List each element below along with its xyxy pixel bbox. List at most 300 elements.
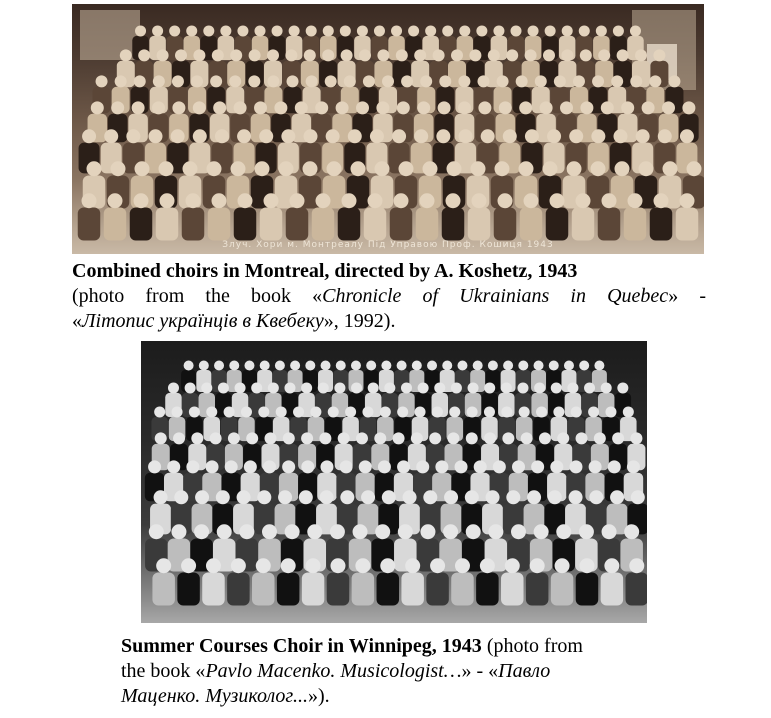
choir-member-head bbox=[380, 558, 395, 573]
choir-member-head bbox=[403, 490, 417, 504]
choir-member-head bbox=[251, 382, 262, 393]
choir-member-head bbox=[149, 524, 164, 539]
choir-member-head bbox=[601, 101, 614, 114]
choir-member-head bbox=[415, 406, 426, 417]
choir-member-head bbox=[573, 75, 585, 87]
choir-member-head bbox=[206, 406, 217, 417]
choir-member-head bbox=[237, 490, 251, 504]
choir-member-head bbox=[278, 490, 292, 504]
choir-member-body bbox=[227, 573, 250, 606]
choir-member-head bbox=[476, 25, 487, 36]
caption-source-suffix: » - bbox=[668, 285, 706, 307]
choir-member-head bbox=[154, 490, 168, 504]
choir-member-head bbox=[517, 382, 528, 393]
montreal-choir-crowd bbox=[72, 4, 704, 254]
montreal-choir-photo bbox=[72, 4, 704, 254]
choir-member-head bbox=[325, 75, 337, 87]
choir-member-head bbox=[167, 460, 180, 473]
choir-member-head bbox=[433, 49, 445, 61]
choir-member-head bbox=[615, 161, 630, 176]
choir-member-head bbox=[614, 129, 628, 143]
choir-member-head bbox=[549, 361, 559, 371]
choir-member-body bbox=[364, 208, 387, 241]
choir-member-head bbox=[234, 101, 247, 114]
choir-member-head bbox=[148, 460, 161, 473]
choir-member-head bbox=[401, 382, 412, 393]
choir-member-head bbox=[420, 193, 435, 208]
choir-member-head bbox=[569, 460, 582, 473]
choir-member-head bbox=[111, 161, 126, 176]
choir-member-head bbox=[340, 25, 351, 36]
choir-member-head bbox=[580, 49, 592, 61]
book-title-english: Chronicle of Ukrainians in Quebec bbox=[322, 285, 669, 307]
caption-source-prefix-2: the book « bbox=[121, 660, 206, 682]
choir-member-head bbox=[405, 558, 420, 573]
choir-member-head bbox=[381, 361, 391, 371]
choir-member-body bbox=[476, 573, 499, 606]
choir-member-head bbox=[135, 161, 150, 176]
choir-member-head bbox=[281, 558, 296, 573]
choir-member-head bbox=[444, 490, 458, 504]
choir-member-head bbox=[216, 490, 230, 504]
choir-member-head bbox=[336, 361, 346, 371]
choir-member-body bbox=[626, 573, 647, 606]
choir-member-head bbox=[592, 75, 604, 87]
choir-member-head bbox=[623, 406, 634, 417]
choir-member-head bbox=[594, 432, 606, 444]
winnipeg-choir-photo bbox=[141, 341, 647, 623]
choir-member-body bbox=[338, 208, 361, 241]
choir-member-head bbox=[630, 75, 642, 87]
choir-member-head bbox=[306, 25, 317, 36]
choir-member-head bbox=[134, 193, 149, 208]
choir-member-head bbox=[602, 193, 617, 208]
choir-member-head bbox=[91, 101, 104, 114]
choir-member-head bbox=[356, 101, 369, 114]
winnipeg-caption bbox=[121, 634, 701, 709]
choir-member-head bbox=[193, 101, 206, 114]
choir-member-body bbox=[416, 208, 439, 241]
choir-member-head bbox=[175, 49, 187, 61]
choir-member-head bbox=[397, 460, 410, 473]
choir-member-head bbox=[120, 49, 132, 61]
choir-member-head bbox=[235, 382, 246, 393]
choir-member-body bbox=[260, 208, 283, 241]
choir-member-head bbox=[229, 75, 241, 87]
choir-member-head bbox=[290, 361, 300, 371]
choir-member-head bbox=[220, 25, 231, 36]
choir-member-head bbox=[435, 460, 448, 473]
choir-member-body bbox=[377, 573, 400, 606]
choir-member-head bbox=[543, 49, 555, 61]
choir-member-head bbox=[525, 129, 539, 143]
choir-member-head bbox=[571, 406, 582, 417]
choir-member-head bbox=[474, 460, 487, 473]
choir-member-head bbox=[418, 382, 429, 393]
choir-member-head bbox=[248, 75, 260, 87]
choir-member-head bbox=[289, 25, 300, 36]
choir-member-head bbox=[556, 524, 571, 539]
choir-member-head bbox=[505, 558, 520, 573]
caption-source-mid: » - « bbox=[461, 660, 499, 682]
choir-member-head bbox=[628, 193, 643, 208]
choir-member-head bbox=[374, 25, 385, 36]
choir-member-head bbox=[82, 193, 97, 208]
choir-member-head bbox=[511, 25, 522, 36]
choir-member-head bbox=[207, 161, 222, 176]
choir-member-head bbox=[408, 25, 419, 36]
choir-member-head bbox=[398, 524, 413, 539]
choir-member-head bbox=[272, 25, 283, 36]
choir-member-body bbox=[546, 208, 569, 241]
choir-member-head bbox=[393, 432, 405, 444]
choir-member-head bbox=[214, 361, 224, 371]
choir-member-head bbox=[256, 558, 271, 573]
choir-member-head bbox=[172, 406, 183, 417]
choir-member-body bbox=[401, 573, 424, 606]
choir-member-head bbox=[213, 101, 226, 114]
choir-member-head bbox=[108, 193, 123, 208]
choir-member-head bbox=[399, 161, 414, 176]
choir-member-head bbox=[263, 460, 276, 473]
choir-member-head bbox=[237, 25, 248, 36]
choir-member-head bbox=[501, 382, 512, 393]
choir-member-head bbox=[191, 432, 203, 444]
choir-member-head bbox=[527, 490, 541, 504]
choir-member-head bbox=[484, 432, 496, 444]
choir-member-head bbox=[524, 193, 539, 208]
choir-member-head bbox=[579, 558, 594, 573]
choir-member-body bbox=[442, 208, 465, 241]
choir-member-head bbox=[569, 490, 583, 504]
choir-member-head bbox=[567, 382, 578, 393]
choir-member-body bbox=[152, 573, 175, 606]
choir-member-body bbox=[177, 573, 200, 606]
choir-member-head bbox=[159, 161, 174, 176]
choir-member-head bbox=[493, 460, 506, 473]
choir-member-head bbox=[427, 361, 437, 371]
choir-member-head bbox=[539, 432, 551, 444]
choir-member-body bbox=[494, 208, 517, 241]
choir-member-head bbox=[301, 460, 314, 473]
choir-member-head bbox=[285, 49, 297, 61]
choir-member-head bbox=[530, 558, 545, 573]
book-title-ukrainian-part1: Павло bbox=[498, 660, 551, 682]
choir-member-head bbox=[344, 75, 356, 87]
choir-member-head bbox=[601, 382, 612, 393]
choir-member-head bbox=[591, 161, 606, 176]
choir-member-head bbox=[536, 406, 547, 417]
choir-member-head bbox=[377, 49, 389, 61]
choir-member-head bbox=[363, 75, 375, 87]
choir-member-head bbox=[203, 25, 214, 36]
choir-member-head bbox=[459, 25, 470, 36]
choir-member-head bbox=[279, 161, 294, 176]
choir-member-head bbox=[193, 129, 207, 143]
choir-member-head bbox=[310, 406, 321, 417]
choir-member-head bbox=[357, 25, 368, 36]
choir-member-head bbox=[680, 129, 694, 143]
choir-member-body bbox=[598, 208, 621, 241]
choir-member-head bbox=[429, 432, 441, 444]
caption-source-line bbox=[121, 659, 701, 684]
choir-member-body bbox=[468, 208, 491, 241]
choir-member-head bbox=[351, 361, 361, 371]
choir-member-head bbox=[589, 460, 602, 473]
choir-member-head bbox=[610, 490, 624, 504]
choir-member-head bbox=[497, 75, 509, 87]
choir-member-head bbox=[210, 75, 222, 87]
choir-member-head bbox=[295, 101, 308, 114]
choir-member-head bbox=[436, 129, 450, 143]
caption-year: », 1992). bbox=[323, 310, 396, 332]
choir-member-head bbox=[378, 460, 391, 473]
choir-member-head bbox=[259, 129, 273, 143]
choir-member-head bbox=[555, 558, 570, 573]
caption-title-line bbox=[72, 259, 706, 284]
choir-member-head bbox=[467, 406, 478, 417]
choir-member-body bbox=[451, 573, 474, 606]
choir-member-head bbox=[459, 129, 473, 143]
choir-member-head bbox=[351, 161, 366, 176]
choir-member-head bbox=[534, 361, 544, 371]
choir-member-head bbox=[569, 129, 583, 143]
choir-member-head bbox=[152, 101, 165, 114]
choir-member-head bbox=[525, 49, 537, 61]
choir-member-head bbox=[228, 432, 240, 444]
choir-member-head bbox=[589, 490, 603, 504]
choir-member-head bbox=[617, 49, 629, 61]
choir-member-head bbox=[293, 406, 304, 417]
choir-member-head bbox=[318, 382, 329, 393]
choir-member-head bbox=[257, 490, 271, 504]
choir-member-head bbox=[255, 161, 270, 176]
choir-member-head bbox=[96, 75, 108, 87]
choir-member-head bbox=[218, 382, 229, 393]
choir-member-head bbox=[621, 101, 634, 114]
choir-member-head bbox=[439, 75, 451, 87]
choir-member-head bbox=[486, 490, 500, 504]
choir-member-head bbox=[543, 161, 558, 176]
choir-member-body bbox=[252, 573, 275, 606]
choir-member-head bbox=[237, 129, 251, 143]
choir-member-body bbox=[302, 573, 325, 606]
choir-member-head bbox=[478, 101, 491, 114]
choir-member-head bbox=[423, 161, 438, 176]
choir-member-head bbox=[276, 406, 287, 417]
choir-member-head bbox=[169, 25, 180, 36]
choir-member-head bbox=[304, 129, 318, 143]
choir-member-head bbox=[290, 193, 305, 208]
choir-member-body bbox=[277, 573, 300, 606]
choir-member-head bbox=[361, 490, 375, 504]
choir-member-head bbox=[602, 524, 617, 539]
choir-member-head bbox=[231, 558, 246, 573]
choir-member-body bbox=[130, 208, 153, 241]
choir-member-head bbox=[154, 406, 165, 417]
choir-member-head bbox=[438, 101, 451, 114]
choir-member-head bbox=[338, 432, 350, 444]
choir-member-head bbox=[447, 432, 459, 444]
choir-member-head bbox=[519, 406, 530, 417]
choir-member-head bbox=[255, 25, 266, 36]
choir-member-head bbox=[138, 49, 150, 61]
choir-member-head bbox=[321, 361, 331, 371]
choir-member-head bbox=[412, 361, 422, 371]
choir-member-head bbox=[488, 524, 503, 539]
choir-member-head bbox=[416, 460, 429, 473]
choir-member-head bbox=[414, 129, 428, 143]
choir-member-head bbox=[635, 49, 647, 61]
choir-member-head bbox=[649, 75, 661, 87]
choir-member-head bbox=[584, 382, 595, 393]
choir-member-head bbox=[326, 129, 340, 143]
caption-source-prefix: (photo from bbox=[481, 635, 583, 657]
choir-member-head bbox=[668, 75, 680, 87]
choir-member-head bbox=[417, 101, 430, 114]
choir-member-head bbox=[662, 101, 675, 114]
choir-member-head bbox=[579, 524, 594, 539]
choir-member-head bbox=[206, 460, 219, 473]
choir-member-head bbox=[506, 49, 518, 61]
choir-member-head bbox=[132, 101, 145, 114]
choir-member-head bbox=[481, 129, 495, 143]
choir-member-head bbox=[258, 406, 269, 417]
choir-member-head bbox=[375, 524, 390, 539]
choir-member-head bbox=[540, 101, 553, 114]
choir-member-head bbox=[238, 193, 253, 208]
choir-member-head bbox=[181, 558, 196, 573]
choir-member-head bbox=[594, 361, 604, 371]
choir-member-head bbox=[174, 490, 188, 504]
choir-member-head bbox=[420, 75, 432, 87]
choir-member-body bbox=[501, 573, 524, 606]
choir-member-head bbox=[316, 193, 331, 208]
choir-member-head bbox=[155, 432, 167, 444]
choir-member-head bbox=[306, 558, 321, 573]
choir-member-head bbox=[484, 382, 495, 393]
choir-member-head bbox=[420, 524, 435, 539]
choir-member-body bbox=[624, 208, 647, 241]
choir-member-head bbox=[535, 75, 547, 87]
choir-member-head bbox=[149, 129, 163, 143]
choir-member-head bbox=[195, 490, 209, 504]
choir-member-head bbox=[265, 432, 277, 444]
caption-source-line-2 bbox=[121, 684, 701, 709]
choir-member-head bbox=[330, 524, 345, 539]
choir-member-head bbox=[185, 382, 196, 393]
choir-member-head bbox=[171, 129, 185, 143]
choir-member-head bbox=[320, 490, 334, 504]
choir-member-head bbox=[598, 49, 610, 61]
choir-member-head bbox=[631, 490, 645, 504]
choir-member-head bbox=[323, 25, 334, 36]
choir-member-head bbox=[391, 25, 402, 36]
choir-member-head bbox=[455, 460, 468, 473]
choir-member-head bbox=[531, 460, 544, 473]
choir-member-head bbox=[299, 490, 313, 504]
caption-source-suffix: »). bbox=[307, 685, 330, 707]
choir-member-head bbox=[680, 193, 695, 208]
choir-member-head bbox=[206, 558, 221, 573]
choir-member-head bbox=[480, 558, 495, 573]
choir-member-head bbox=[653, 49, 665, 61]
choir-member-head bbox=[560, 101, 573, 114]
choir-member-head bbox=[547, 129, 561, 143]
choir-member-head bbox=[246, 432, 258, 444]
choir-member-head bbox=[493, 25, 504, 36]
choir-member-head bbox=[425, 25, 436, 36]
choir-member-head bbox=[186, 25, 197, 36]
choir-member-head bbox=[189, 406, 200, 417]
choir-member-head bbox=[191, 75, 203, 87]
choir-member-head bbox=[230, 49, 242, 61]
choir-member-head bbox=[368, 382, 379, 393]
choir-member-head bbox=[264, 193, 279, 208]
choir-member-head bbox=[384, 382, 395, 393]
caption-title-line bbox=[121, 634, 701, 659]
choir-member-head bbox=[193, 49, 205, 61]
choir-member-head bbox=[434, 382, 445, 393]
choir-member-head bbox=[501, 406, 512, 417]
choir-member-head bbox=[511, 524, 526, 539]
choir-member-head bbox=[340, 490, 354, 504]
choir-member-body bbox=[286, 208, 309, 241]
choir-member-body bbox=[208, 208, 231, 241]
choir-member-head bbox=[303, 161, 318, 176]
choir-member-head bbox=[503, 129, 517, 143]
choir-member-head bbox=[285, 524, 300, 539]
choir-member-head bbox=[457, 361, 467, 371]
montreal-caption bbox=[72, 259, 706, 334]
choir-member-head bbox=[516, 75, 528, 87]
choir-member-body bbox=[352, 573, 375, 606]
choir-member-head bbox=[262, 524, 277, 539]
choir-member-head bbox=[608, 460, 621, 473]
choir-member-head bbox=[576, 432, 588, 444]
choir-member-head bbox=[267, 49, 279, 61]
choir-member-body bbox=[650, 208, 673, 241]
choir-member-head bbox=[591, 129, 605, 143]
choir-member-head bbox=[330, 558, 345, 573]
quote-open: « bbox=[72, 310, 82, 332]
choir-member-head bbox=[512, 460, 525, 473]
choir-member-head bbox=[328, 406, 339, 417]
choir-member-body bbox=[526, 573, 549, 606]
choir-member-head bbox=[430, 558, 445, 573]
choir-member-head bbox=[579, 25, 590, 36]
choir-member-head bbox=[687, 161, 702, 176]
choir-member-head bbox=[355, 558, 370, 573]
choir-member-head bbox=[545, 25, 556, 36]
choir-member-head bbox=[282, 460, 295, 473]
choir-member-head bbox=[224, 406, 235, 417]
caption-source-prefix: (photo from the book « bbox=[72, 285, 323, 307]
choir-member-head bbox=[468, 382, 479, 393]
choir-member-head bbox=[629, 558, 644, 573]
choir-member-head bbox=[663, 161, 678, 176]
choir-member-body bbox=[551, 573, 574, 606]
choir-member-head bbox=[617, 382, 628, 393]
choir-member-head bbox=[442, 25, 453, 36]
choir-member-head bbox=[580, 101, 593, 114]
choir-member-head bbox=[160, 193, 175, 208]
choir-member-head bbox=[366, 361, 376, 371]
choir-member-head bbox=[458, 75, 470, 87]
choir-member-head bbox=[466, 432, 478, 444]
choir-member-head bbox=[199, 361, 209, 371]
choir-member-head bbox=[446, 193, 461, 208]
